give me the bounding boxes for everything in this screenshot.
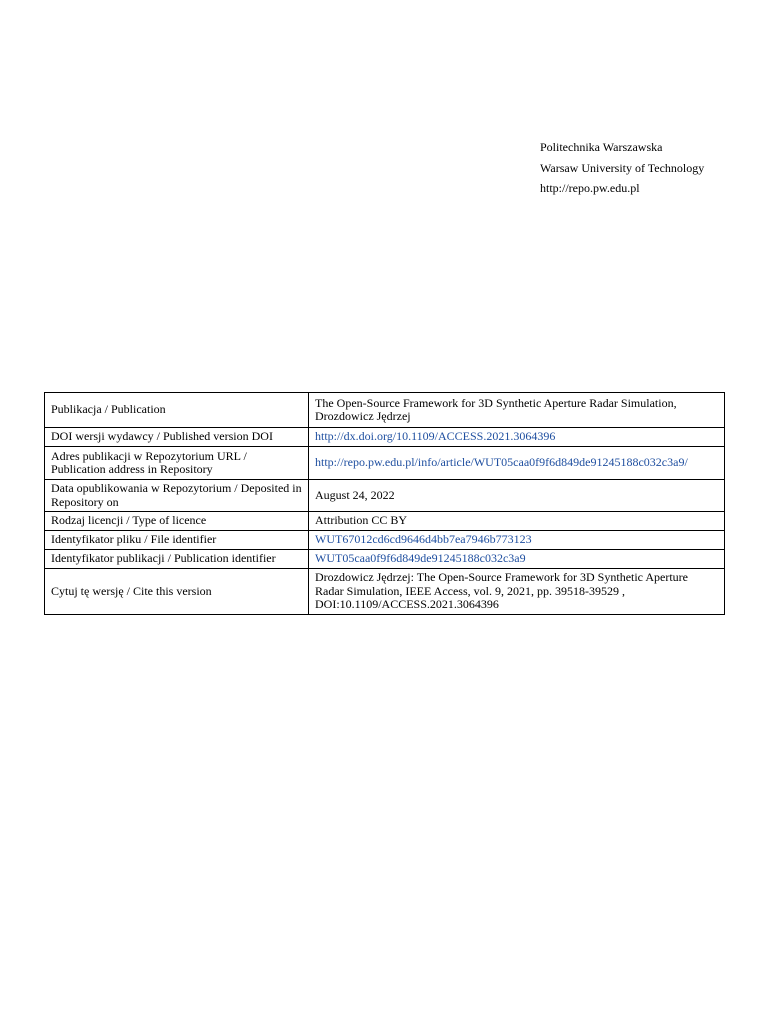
repository-address-link[interactable]: http://repo.pw.edu.pl/info/article/WUT05caa0f9f6d849de91245188c032c3a9/ [309, 447, 725, 480]
publication-identifier-link[interactable]: WUT05caa0f9f6d849de91245188c032c3a9 [309, 550, 725, 569]
deposit-date-value: August 24, 2022 [309, 480, 725, 512]
table-row-repository-url [45, 447, 725, 480]
licence-label: Rodzaj licencji / Type of licence [45, 512, 309, 531]
institution-header [540, 137, 704, 199]
doi-link[interactable]: http://dx.doi.org/10.1109/ACCESS.2021.3064396 [309, 428, 725, 447]
table-row-doi [45, 428, 725, 447]
deposit-date-label: Data opublikowania w Repozytorium / Deposited in Repository on [45, 480, 309, 512]
doi-label: DOI wersji wydawcy / Published version DOI [45, 428, 309, 447]
citation-label: Cytuj tę wersję / Cite this version [45, 569, 309, 615]
institution-name-en: Warsaw University of Technology [540, 160, 705, 175]
publication-label: Publikacja / Publication [45, 393, 309, 428]
publication-metadata-table [44, 392, 725, 615]
citation-value: Drozdowicz Jędrzej: The Open-Source Framework for 3D Synthetic Aperture Radar Simulation, IEEE Access, vol. 9, 2021, pp. 39518-39529 , DOI:10.1109/ACCESS.2021.3064396 [309, 569, 725, 615]
repository-url[interactable]: http://repo.pw.edu.pl [540, 181, 640, 195]
table-row-licence [45, 512, 725, 531]
publication-value: The Open-Source Framework for 3D Synthetic Aperture Radar Simulation, Drozdowicz Jędrzej [309, 393, 725, 428]
table-row-deposit-date [45, 480, 725, 512]
table-row-publication-id [45, 550, 725, 569]
file-identifier-link[interactable]: WUT67012cd6cd9646d4bb7ea7946b773123 [309, 531, 725, 550]
repository-address-label: Adres publikacji w Repozytorium URL / Publication address in Repository [45, 447, 309, 480]
publication-identifier-label: Identyfikator publikacji / Publication identifier [45, 550, 309, 569]
table-row-file-id [45, 531, 725, 550]
institution-name-pl: Politechnika Warszawska [540, 140, 663, 154]
file-identifier-label: Identyfikator pliku / File identifier [45, 531, 309, 550]
table-row-publication [45, 393, 725, 428]
licence-value: Attribution CC BY [309, 512, 725, 531]
table-row-citation [45, 569, 725, 615]
